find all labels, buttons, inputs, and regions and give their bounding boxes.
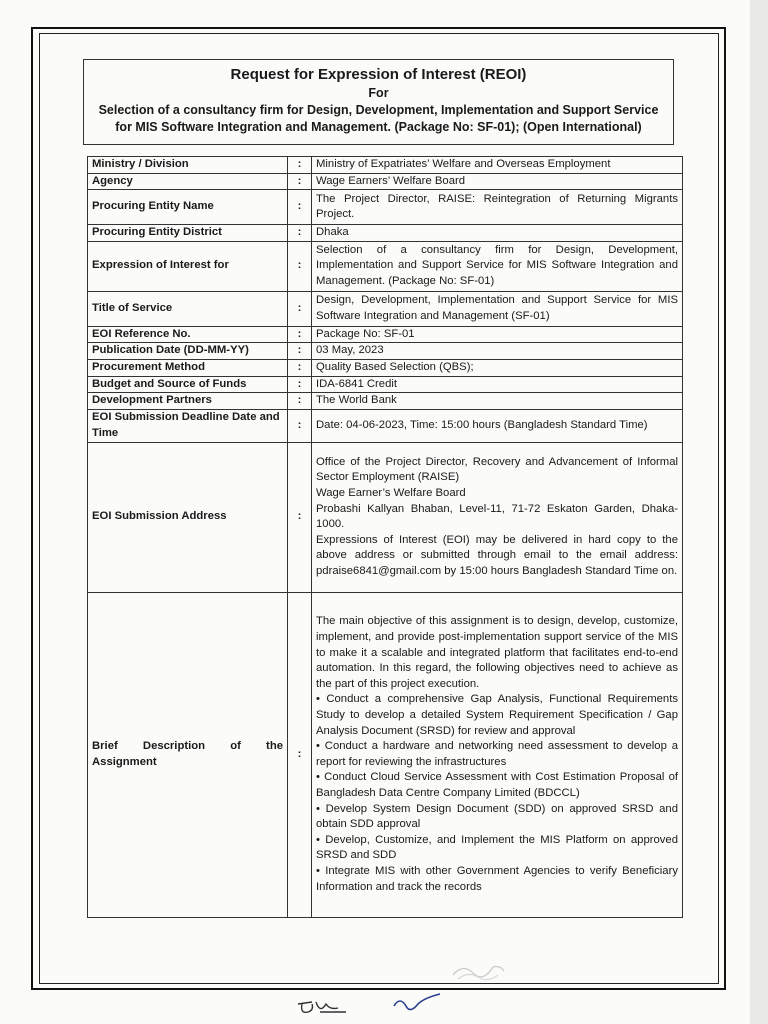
row-separator: :: [288, 190, 312, 225]
row-separator: :: [288, 592, 312, 917]
row-separator: :: [288, 241, 312, 291]
row-value: Design, Development, Implementation and Support Service for MIS Software Integration and Management (SF-01): [312, 291, 683, 326]
document-title: Request for Expression of Interest (REOI): [230, 66, 527, 83]
row-separator: :: [288, 376, 312, 393]
row-value: 03 May, 2023: [312, 343, 683, 360]
brief-bullet: • Integrate MIS with other Government Agencies to verify Beneficiary Information and track the records: [316, 864, 678, 893]
brief-bullet: • Develop, Customize, and Implement the MIS Platform on approved SRSD and SDD: [316, 833, 678, 862]
handwritten-signature: [290, 990, 470, 1020]
table-row: [88, 359, 683, 376]
row-value: IDA-6841 Credit: [312, 376, 683, 393]
row-value: Package No: SF-01: [312, 326, 683, 343]
row-label: Ministry / Division: [88, 157, 288, 174]
table-row: [88, 326, 683, 343]
table-row-brief: [88, 592, 683, 917]
row-value: The Project Director, RAISE: Reintegration of Returning Migrants Project.: [312, 190, 683, 225]
row-separator: :: [288, 225, 312, 242]
table-row: [88, 225, 683, 242]
header-box: [83, 59, 674, 145]
row-label: EOI Submission Deadline Date and Time: [88, 409, 288, 442]
document-subtitle: Selection of a consultancy firm for Design, Development, Implementation and Support Service for MIS Software Integration and Management. (Package No: SF-01); (Open International): [98, 103, 659, 134]
address-label: EOI Submission Address: [88, 442, 288, 592]
row-value: Date: 04-06-2023, Time: 15:00 hours (Bangladesh Standard Time): [312, 409, 683, 442]
row-label: Development Partners: [88, 393, 288, 410]
brief-label-text: Brief Description of the Assignment: [92, 740, 283, 768]
row-label: Title of Service: [88, 291, 288, 326]
row-value: Quality Based Selection (QBS);: [312, 359, 683, 376]
table-row: [88, 157, 683, 174]
row-label: Procuring Entity District: [88, 225, 288, 242]
table-row: [88, 173, 683, 190]
brief-intro: The main objective of this assignment is to design, develop, customize, implement, and provide post-implementation support service of the MIS to make it a scalable and integrated platform that facilitates end-to-end automation. In this regard, the following objectives need to achieve as the part of this project execution.: [316, 615, 678, 690]
row-separator: :: [288, 173, 312, 190]
address-value: [312, 442, 683, 592]
row-label: Publication Date (DD-MM-YY): [88, 343, 288, 360]
faint-stamp-mark: [448, 955, 508, 985]
brief-bullet: • Develop System Design Document (SDD) on approved SRSD and obtain SDD approval: [316, 802, 678, 831]
row-separator: :: [288, 409, 312, 442]
row-separator: :: [288, 157, 312, 174]
row-label: Expression of Interest for: [88, 241, 288, 291]
row-separator: :: [288, 343, 312, 360]
table-row: [88, 241, 683, 291]
brief-label: [88, 592, 288, 917]
table-row: [88, 409, 683, 442]
brief-bullet: • Conduct a comprehensive Gap Analysis, Functional Requirements Study to develop a detailed System Requirement Specification / Gap Analysis Document (SRSD) for review and approval: [316, 693, 678, 737]
row-label: Agency: [88, 173, 288, 190]
table-row: [88, 393, 683, 410]
row-separator: :: [288, 326, 312, 343]
row-value: Ministry of Expatriates’ Welfare and Overseas Employment: [312, 157, 683, 174]
table-row: [88, 376, 683, 393]
document-for: For: [368, 86, 389, 100]
row-value: The World Bank: [312, 393, 683, 410]
row-separator: :: [288, 393, 312, 410]
address-line: Probashi Kallyan Bhaban, Level-11, 71-72 Eskaton Garden, Dhaka-1000.: [316, 502, 678, 531]
row-label: Budget and Source of Funds: [88, 376, 288, 393]
table-row: [88, 190, 683, 225]
row-label: Procuring Entity Name: [88, 190, 288, 225]
address-line: Wage Earner’s Welfare Board: [316, 487, 466, 500]
row-value: Wage Earners’ Welfare Board: [312, 173, 683, 190]
brief-value: [312, 592, 683, 917]
row-separator: :: [288, 359, 312, 376]
table-row: [88, 343, 683, 360]
brief-bullet: • Conduct a hardware and networking need assessment to develop a report for reviewing the infrastructures: [316, 740, 678, 768]
address-line: Expressions of Interest (EOI) may be delivered in hard copy to the above address or submitted through email to the email address: pdraise6841@gmail.com by 15:00 hours Bangladesh Standard Time on.: [316, 533, 678, 578]
row-label: EOI Reference No.: [88, 326, 288, 343]
brief-bullet: • Conduct Cloud Service Assessment with Cost Estimation Proposal of Bangladesh Data Centre Company Limited (BDCCL): [316, 771, 678, 799]
table-row: [88, 291, 683, 326]
table-row-address: [88, 442, 683, 592]
eoi-info-table: [87, 156, 683, 918]
row-label: Procurement Method: [88, 359, 288, 376]
row-separator: :: [288, 442, 312, 592]
row-separator: :: [288, 291, 312, 326]
row-value: Selection of a consultancy firm for Design, Development, Implementation and Support Service for MIS Software Integration and Management. (Package No: SF-01): [312, 241, 683, 291]
row-value: Dhaka: [312, 225, 683, 242]
address-line: Office of the Project Director, Recovery and Advancement of Informal Sector Employment (RAISE): [316, 455, 678, 484]
